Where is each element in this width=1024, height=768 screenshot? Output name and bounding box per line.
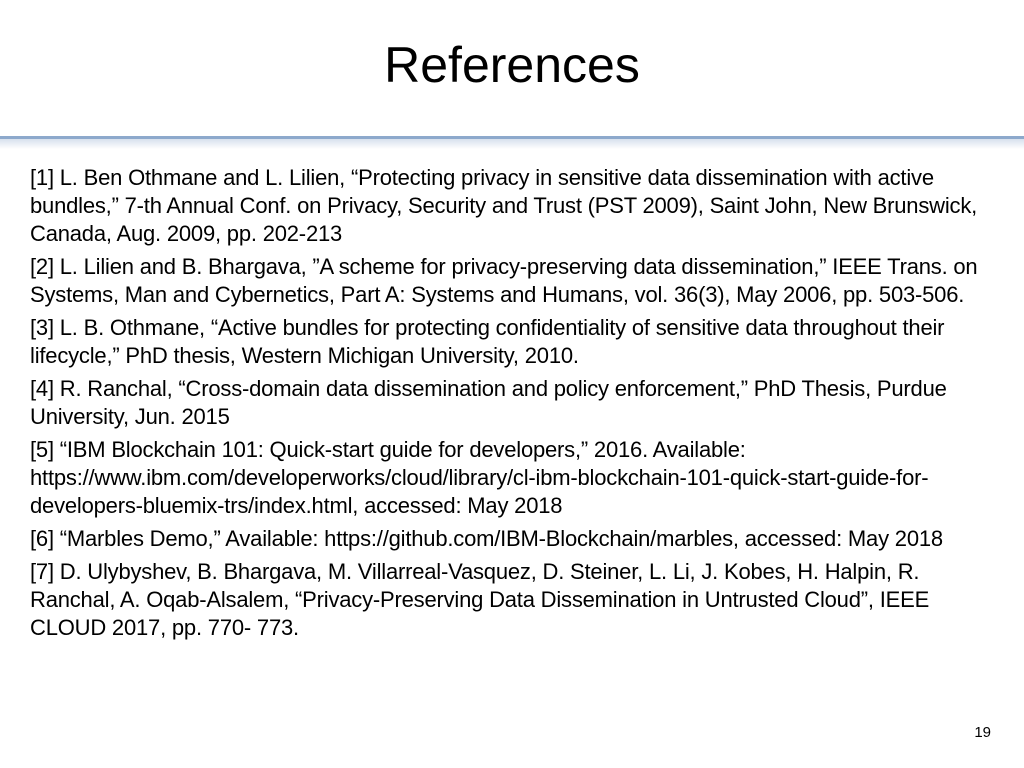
slide-title: References bbox=[384, 37, 640, 93]
reference-list bbox=[30, 164, 1010, 647]
reference-item: [6] “Marbles Demo,” Available: https://github.com/IBM-Blockchain/marbles, accessed: May 2018 bbox=[30, 526, 943, 551]
page-number: 19 bbox=[974, 724, 991, 741]
reference-item: [2] L. Lilien and B. Bhargava, ”A scheme for privacy-preserving data dissemination,” IEEE Trans. on Systems, Man and Cybernetics, Part A: Systems and Humans, vol. 36(3), May 2006, pp. 503-506. bbox=[30, 254, 978, 307]
reference-item: [3] L. B. Othmane, “Active bundles for protecting confidentiality of sensitive data throughout their lifecycle,” PhD thesis, Western Michigan University, 2010. bbox=[30, 315, 945, 368]
title-divider-shadow bbox=[0, 139, 1024, 149]
reference-item: [7] D. Ulybyshev, B. Bhargava, M. Villarreal-Vasquez, D. Steiner, L. Li, J. Kobes, H. Halpin, R. Ranchal, A. Oqab-Alsalem, “Privacy-Preserving Data Dissemination in Untrusted Cloud”, IEEE CLOUD 2017, pp. 770- 773. bbox=[30, 559, 930, 640]
reference-item: [4] R. Ranchal, “Cross-domain data dissemination and policy enforcement,” PhD Thesis, Purdue University, Jun. 2015 bbox=[30, 376, 947, 429]
reference-item: [1] L. Ben Othmane and L. Lilien, “Protecting privacy in sensitive data dissemination with active bundles,” 7-th Annual Conf. on Privacy, Security and Trust (PST 2009), Saint John, New Brunswick, Canada, Aug. 2009, pp. 202-213 bbox=[30, 165, 978, 246]
reference-item: [5] “IBM Blockchain 101: Quick-start guide for developers,” 2016. Available: https://www.ibm.com/developerworks/cloud/library/cl-ibm-blockchain-101-quick-start-guide-for-developers-bluemix-trs/index.html, accessed: May 2018 bbox=[30, 437, 929, 518]
